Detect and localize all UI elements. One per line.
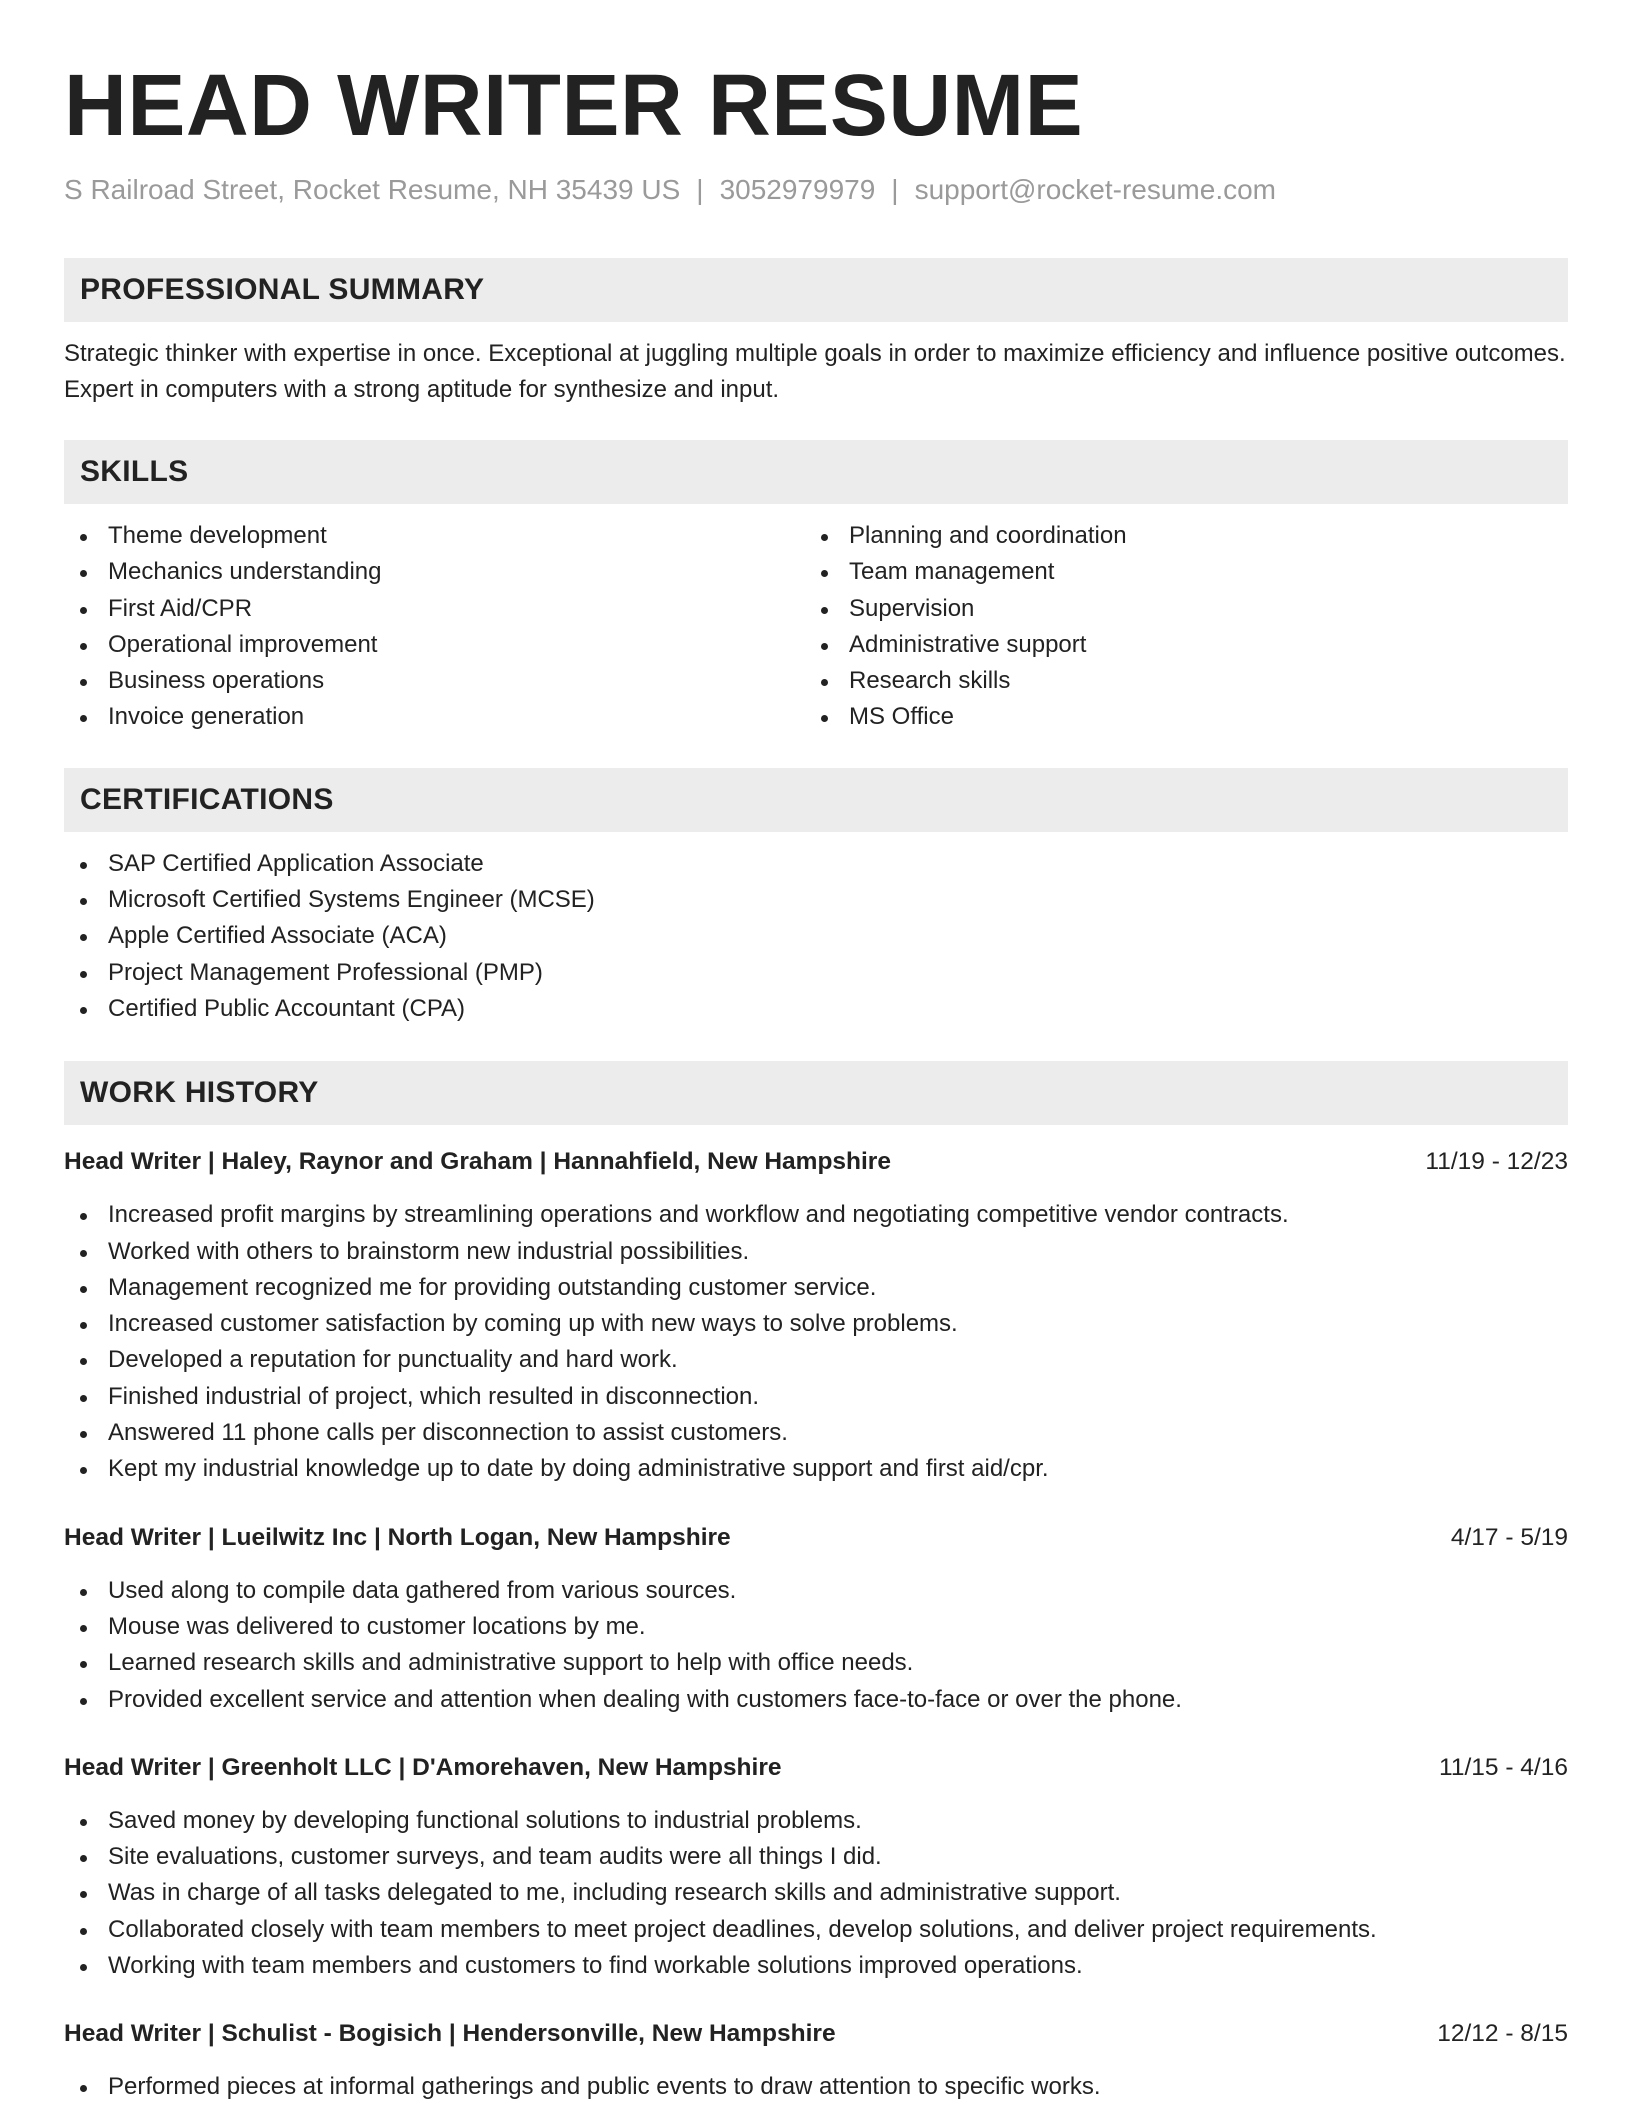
job-dates: 11/15 - 4/16 [1439, 1753, 1568, 1781]
certification-item: Project Management Professional (PMP) [64, 955, 1568, 991]
certification-item: SAP Certified Application Associate [64, 846, 1568, 882]
job-header [64, 1145, 1568, 1179]
job-title: Head Writer | Lueilwitz Inc | North Logan, New Hampshire [64, 1523, 731, 1551]
summary-text: Strategic thinker with expertise in once. Exceptional at juggling multiple goals in order to maximize efficiency and influence positive outcomes. Expert in computers with a strong aptitude for synthesize and input. [64, 340, 1566, 403]
skill-item: Administrative support [805, 627, 1546, 663]
job-dates: 4/17 - 5/19 [1450, 1523, 1568, 1551]
section-heading-summary: PROFESSIONAL SUMMARY [64, 258, 1568, 322]
job-bullet: Finished industrial of project, which resulted in disconnection. [64, 1379, 1568, 1415]
job-bullet: Worked with others to brainstorm new industrial possibilities. [64, 1234, 1568, 1270]
contact-separator: | [891, 174, 899, 205]
resume-title: HEAD WRITER RESUME [64, 57, 1084, 154]
job-bullet: Site evaluations, customer surveys, and team audits were all things I did. [64, 1839, 1568, 1875]
section-heading-skills: SKILLS [64, 440, 1568, 504]
skill-item: Operational improvement [64, 627, 805, 663]
job-bullet: Increased profit margins by streamlining operations and workflow and negotiating competitive vendor contracts. [64, 1197, 1568, 1233]
contact-line [64, 172, 1568, 208]
job-entry [64, 1751, 1568, 1984]
job-bullet: Performed pieces at informal gatherings and public events to draw attention to specific works. [64, 2069, 1568, 2105]
skills-section [64, 440, 1568, 736]
job-bullets [64, 1573, 1568, 1718]
certification-item: Apple Certified Associate (ACA) [64, 918, 1568, 954]
work-history-section [64, 1061, 1568, 2105]
job-entry [64, 1521, 1568, 1718]
certifications-section [64, 768, 1568, 1027]
job-header [64, 1751, 1568, 1785]
skill-item: First Aid/CPR [64, 591, 805, 627]
job-bullet: Developed a reputation for punctuality and hard work. [64, 1342, 1568, 1378]
job-bullets [64, 1803, 1568, 1984]
job-bullet: Increased customer satisfaction by coming up with new ways to solve problems. [64, 1306, 1568, 1342]
job-entry [64, 1145, 1568, 1487]
job-dates: 12/12 - 8/15 [1437, 2020, 1568, 2048]
job-bullet: Saved money by developing functional solutions to industrial problems. [64, 1803, 1568, 1839]
job-entry [64, 2017, 1568, 2105]
job-bullet: Kept my industrial knowledge up to date by doing administrative support and first aid/cpr. [64, 1451, 1568, 1487]
skills-list-left [64, 518, 805, 736]
job-bullet: Mouse was delivered to customer locations by me. [64, 1609, 1568, 1645]
contact-email: support@rocket-resume.com [914, 174, 1277, 205]
contact-address: S Railroad Street, Rocket Resume, NH 35439 US [64, 174, 681, 205]
section-heading-work-history: WORK HISTORY [64, 1061, 1568, 1125]
certifications-list [64, 846, 1568, 1027]
job-bullet: Provided excellent service and attention when dealing with customers face-to-face or over the phone. [64, 1682, 1568, 1718]
skill-item: Supervision [805, 591, 1546, 627]
job-bullet: Learned research skills and administrative support to help with office needs. [64, 1645, 1568, 1681]
job-bullet: Working with team members and customers to find workable solutions improved operations. [64, 1948, 1568, 1984]
certification-item: Microsoft Certified Systems Engineer (MCSE) [64, 882, 1568, 918]
job-bullets [64, 2069, 1568, 2105]
section-heading-certifications: CERTIFICATIONS [64, 768, 1568, 832]
skills-list-right [805, 518, 1546, 736]
job-bullet: Was in charge of all tasks delegated to me, including research skills and administrative support. [64, 1875, 1568, 1911]
skill-item: Business operations [64, 663, 805, 699]
skill-item: Invoice generation [64, 699, 805, 735]
job-bullets [64, 1197, 1568, 1487]
job-bullet: Collaborated closely with team members to meet project deadlines, develop solutions, and deliver project requirements. [64, 1912, 1568, 1948]
skill-item: MS Office [805, 699, 1546, 735]
certification-item: Certified Public Accountant (CPA) [64, 991, 1568, 1027]
job-dates: 11/19 - 12/23 [1425, 1148, 1568, 1176]
job-title: Head Writer | Haley, Raynor and Graham | Hannahfield, New Hampshire [64, 1148, 891, 1176]
skills-grid [64, 518, 1568, 736]
professional-summary-section [64, 258, 1568, 408]
job-header [64, 2017, 1568, 2051]
contact-separator: | [696, 174, 704, 205]
skill-item: Theme development [64, 518, 805, 554]
skill-item: Planning and coordination [805, 518, 1546, 554]
job-title: Head Writer | Greenholt LLC | D'Amorehaven, New Hampshire [64, 1753, 782, 1781]
skill-item: Mechanics understanding [64, 554, 805, 590]
job-header [64, 1521, 1568, 1555]
job-bullet: Used along to compile data gathered from various sources. [64, 1573, 1568, 1609]
contact-phone: 3052979979 [719, 174, 876, 205]
job-bullet: Answered 11 phone calls per disconnection to assist customers. [64, 1415, 1568, 1451]
skill-item: Research skills [805, 663, 1546, 699]
job-title: Head Writer | Schulist - Bogisich | Hendersonville, New Hampshire [64, 2020, 836, 2048]
skill-item: Team management [805, 554, 1546, 590]
job-bullet: Management recognized me for providing outstanding customer service. [64, 1270, 1568, 1306]
